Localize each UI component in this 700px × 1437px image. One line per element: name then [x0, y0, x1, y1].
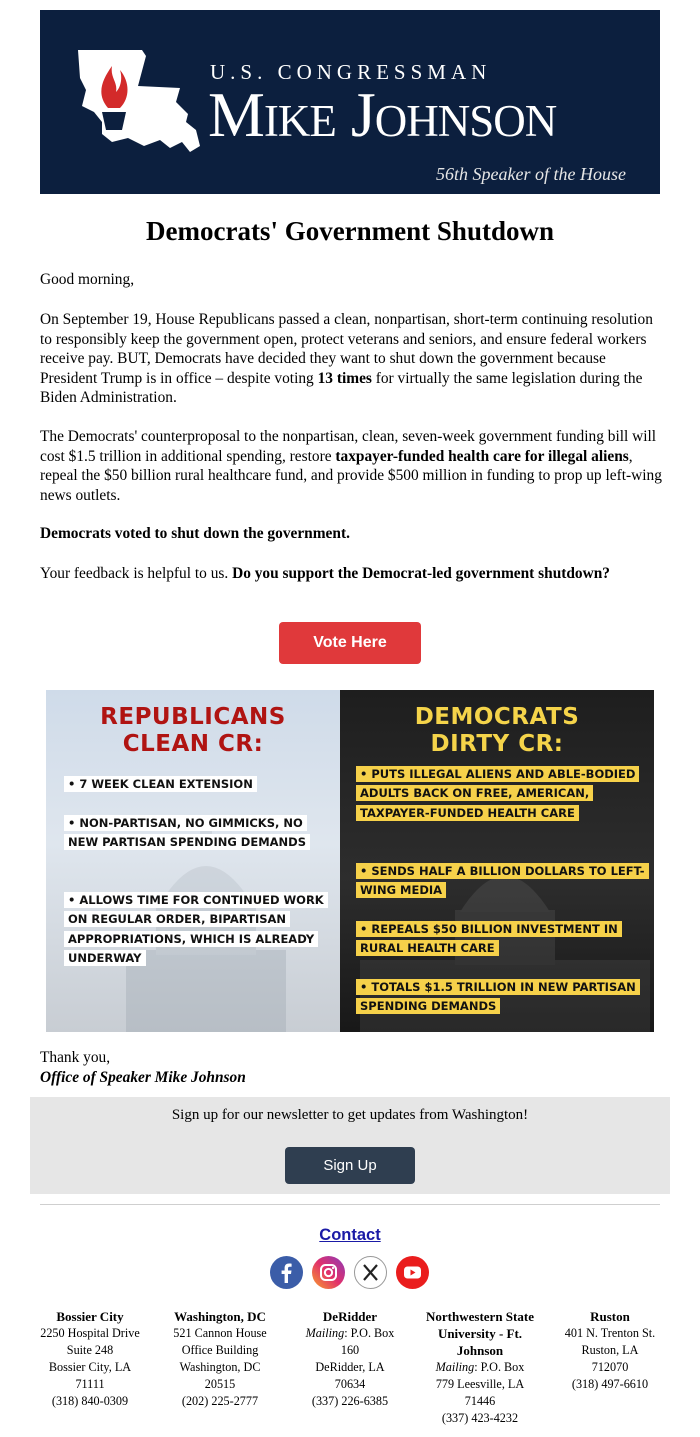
- office-line: 20515: [204, 1377, 236, 1391]
- header-subtitle: 56th Speaker of the House: [436, 164, 626, 184]
- paragraph-4: [40, 564, 664, 584]
- paragraph-1-bold: 13 times: [317, 369, 372, 387]
- youtube-icon[interactable]: [396, 1256, 429, 1289]
- newsletter-text: Sign up for our newsletter to get updates from Washington!: [171, 1107, 529, 1123]
- office-line: Suite 248: [66, 1343, 114, 1357]
- office-line: DeRidder, LA: [315, 1360, 385, 1374]
- office-mailing: [295, 1325, 405, 1359]
- office-phone: (337) 226-6385: [311, 1394, 389, 1408]
- office-list: [35, 1308, 665, 1427]
- louisiana-flame-logo: [72, 42, 204, 166]
- paragraph-2: [40, 427, 664, 505]
- office-line: Washington, DC: [179, 1360, 261, 1374]
- closing-thanks: Thank you,: [40, 1049, 111, 1066]
- democrats-title-line1: DEMOCRATS: [414, 704, 580, 730]
- republicans-item-1: [64, 775, 326, 794]
- office-washington-dc: [165, 1308, 275, 1427]
- office-phone: (318) 497-6610: [571, 1377, 649, 1391]
- office-line: Bossier City, LA: [48, 1360, 132, 1374]
- democrats-item-2: [356, 862, 648, 901]
- paragraph-1-text-a: On September 19, House Republicans passed a clean, nonpartisan, short-term continuing resolution to responsibly keep the government open, protect veterans and seniors, and ensure federal workers receive pay. BUT, Democrats have decided they want to shut down the government because President Trump is in office – despite voting: [40, 311, 653, 387]
- facebook-icon[interactable]: [270, 1256, 303, 1289]
- republicans-item-3-text: • ALLOWS TIME FOR CONTINUED WORK ON REGULAR ORDER, BIPARTISAN APPROPRIATIONS, WHICH IS ALREADY UNDERWAY: [64, 892, 328, 966]
- republicans-item-3: [64, 891, 326, 969]
- sign-up-button[interactable]: Sign Up: [285, 1147, 415, 1184]
- republicans-title: [46, 704, 340, 758]
- office-name: Washington, DC: [174, 1309, 266, 1324]
- office-name: Ruston: [590, 1309, 630, 1324]
- office-phone: (202) 225-2777: [181, 1394, 259, 1408]
- paragraph-3-bold: Democrats voted to shut down the government.: [40, 525, 350, 542]
- instagram-icon[interactable]: [312, 1256, 345, 1289]
- office-phone: (337) 423-4232: [441, 1411, 519, 1425]
- democrats-panel: [340, 690, 654, 1032]
- office-phone: (318) 840-0309: [51, 1394, 129, 1408]
- office-name: DeRidder: [322, 1309, 378, 1324]
- page-title: Democrats' Government Shutdown: [146, 216, 554, 246]
- cr-comparison-graphic: [46, 690, 654, 1032]
- paragraph-3: [40, 524, 664, 544]
- paragraph-2-text-a: The Democrats' counterproposal to the nonpartisan, clean, seven-week government funding bill will cost $1.5 trillion in additional spending, restore: [40, 428, 657, 465]
- paragraph-2-text-c: , repeal the $50 billion rural healthcare fund, and provide $500 million in funding to prop up left-wing news outlets.: [40, 447, 662, 504]
- democrats-item-2-text: • SENDS HALF A BILLION DOLLARS TO LEFT-WING MEDIA: [356, 863, 649, 898]
- democrats-item-1: [356, 765, 648, 823]
- paragraph-1-text-c: for virtually the same legislation during the Biden Administration.: [40, 369, 643, 407]
- democrats-title: [340, 704, 654, 758]
- democrats-item-3: [356, 920, 648, 959]
- office-name: Northwestern State University - Ft. Johnson: [426, 1309, 534, 1358]
- office-line: Office Building: [181, 1343, 259, 1357]
- paragraph-2-bold: taxpayer-funded health care for illegal aliens: [335, 447, 629, 465]
- office-line: 401 N. Trenton St.: [564, 1326, 656, 1340]
- office-line: Ruston, LA: [581, 1343, 639, 1357]
- democrats-item-4-text: • TOTALS $1.5 TRILLION IN NEW PARTISAN SPENDING DEMANDS: [356, 979, 640, 1014]
- democrats-title-line2: DIRTY CR:: [430, 731, 564, 757]
- header-banner: [40, 10, 660, 194]
- republicans-item-1-text: • 7 WEEK CLEAN EXTENSION: [64, 776, 257, 792]
- office-deridder: [295, 1308, 405, 1427]
- office-line: 712070: [591, 1360, 629, 1374]
- office-line: 71111: [75, 1377, 105, 1391]
- contact-link[interactable]: Contact: [319, 1226, 381, 1244]
- republicans-item-2-text: • NON-PARTISAN, NO GIMMICKS, NO NEW PARTISAN SPENDING DEMANDS: [64, 815, 310, 850]
- republicans-item-2: [64, 814, 326, 853]
- democrats-item-1-text: • PUTS ILLEGAL ALIENS AND ABLE-BODIED ADULTS BACK ON FREE, AMERICAN, TAXPAYER-FUNDED HEALTH CARE: [356, 766, 639, 821]
- closing: [40, 1048, 246, 1088]
- x-icon[interactable]: [354, 1256, 387, 1289]
- header-line1: U.S. CONGRESSMAN: [210, 60, 492, 84]
- democrats-item-3-text: • REPEALS $50 BILLION INVESTMENT IN RURAL HEALTH CARE: [356, 921, 622, 956]
- office-line: 521 Cannon House: [173, 1326, 267, 1340]
- office-mailing-label: Mailing: [305, 1326, 345, 1340]
- republicans-panel: [46, 690, 340, 1032]
- republicans-title-line2: CLEAN CR:: [122, 731, 264, 757]
- office-bossier-city: [35, 1308, 145, 1427]
- democrats-item-4: [356, 978, 648, 1017]
- office-ruston: [555, 1308, 665, 1427]
- footer-divider: [40, 1204, 660, 1205]
- paragraph-1: [40, 310, 664, 408]
- office-line: 71446: [464, 1394, 496, 1408]
- newsletter-box: [30, 1097, 670, 1194]
- vote-here-button[interactable]: Vote Here: [279, 622, 421, 664]
- republicans-title-line1: REPUBLICANS: [100, 704, 286, 730]
- office-mailing: [425, 1359, 535, 1393]
- greeting: Good morning,: [40, 271, 135, 288]
- office-line: 70634: [334, 1377, 366, 1391]
- office-northwestern-state: [425, 1308, 535, 1427]
- office-name: Bossier City: [56, 1309, 124, 1324]
- paragraph-4-text: Your feedback is helpful to us.: [40, 565, 233, 582]
- office-line: : P.O. Box 160: [340, 1326, 395, 1357]
- office-mailing-label: Mailing: [435, 1360, 475, 1374]
- header-name: Mike Johnson: [208, 79, 557, 150]
- office-line: 2250 Hospital Drive: [40, 1326, 140, 1340]
- closing-signature: Office of Speaker Mike Johnson: [40, 1069, 246, 1086]
- paragraph-4-question: Do you support the Democrat-led government shutdown?: [232, 565, 610, 582]
- office-line: : P.O. Box 779 Leesville, LA: [435, 1360, 525, 1391]
